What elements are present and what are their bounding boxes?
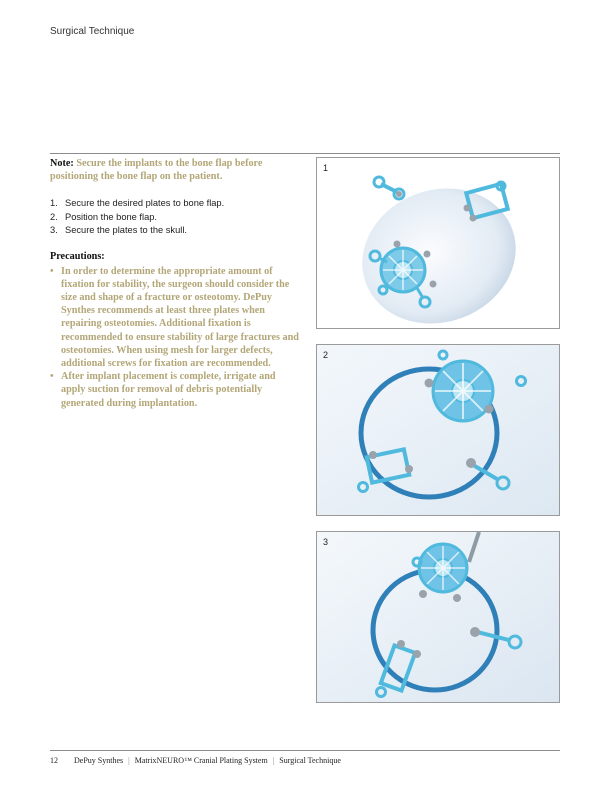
note-text: Secure the implants to the bone flap before positioning the bone flap on the patient.	[50, 158, 263, 182]
page-number: 12	[50, 756, 58, 765]
step-number: 3.	[50, 225, 58, 235]
figure-3-image	[317, 532, 559, 702]
figure-3-number: 3	[323, 537, 329, 547]
footer-product: MatrixNEURO™ Cranial Plating System	[134, 756, 268, 765]
bullet-icon: •	[50, 371, 54, 383]
precaution-item	[50, 370, 300, 410]
note-label: Note:	[50, 158, 74, 169]
step-item	[50, 197, 300, 211]
step-text: Position the bone flap.	[65, 211, 158, 222]
bullet-icon: •	[50, 265, 54, 277]
steps-list	[50, 197, 300, 238]
text-column	[50, 157, 300, 410]
step-number: 1.	[50, 198, 58, 208]
figure-2	[316, 344, 560, 516]
footer-brand: DePuy Synthes	[74, 756, 124, 765]
footer-separator: |	[272, 756, 275, 765]
footer-separator: |	[128, 756, 130, 765]
running-header: Surgical Technique	[50, 26, 135, 37]
precautions-heading: Precautions:	[50, 250, 105, 262]
figure-1-image	[317, 158, 559, 328]
figure-1	[316, 157, 560, 329]
precaution-text: After implant placement is complete, irrigate and apply suction for removal of debris potentially generated during implantation.	[61, 371, 276, 409]
figure-2-number: 2	[323, 350, 329, 360]
footer	[50, 756, 341, 765]
top-rule	[50, 153, 560, 154]
precautions-list	[50, 265, 300, 410]
step-number: 2.	[50, 211, 58, 222]
footer-rule	[50, 750, 560, 751]
step-item	[50, 211, 300, 225]
precaution-item	[50, 265, 300, 371]
precaution-text: In order to determine the appropriate amount of fixation for stability, the surgeon should consider the size and shape of a fracture or osteotomy. DePuy Synthes recommends at least three plates when repairing osteotomies. Additional fixation is recommended to ensure stability of large fractures and osteotomies. When using mesh for larger defects, additional screws for fixation are recommended.	[61, 265, 299, 369]
figure-2-image	[317, 345, 559, 515]
note	[50, 157, 300, 183]
figure-1-number: 1	[323, 163, 329, 173]
figure-3	[316, 531, 560, 703]
step-text: Secure the desired plates to bone flap.	[65, 198, 225, 208]
footer-doc-type: Surgical Technique	[279, 756, 341, 765]
step-text: Secure the plates to the skull.	[65, 225, 187, 235]
step-item	[50, 224, 300, 238]
